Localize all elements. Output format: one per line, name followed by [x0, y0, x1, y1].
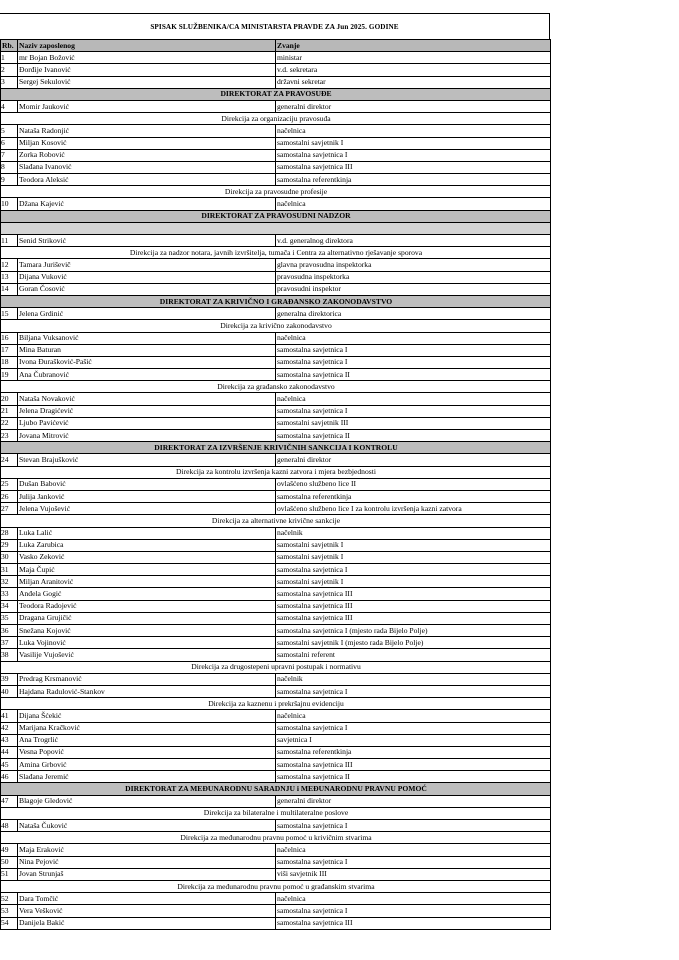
directorate-header-row	[1, 210, 551, 222]
cell-number: 25	[1, 478, 18, 490]
table-row	[1, 746, 551, 758]
cell-number: 34	[1, 600, 18, 612]
cell-employee-name: Jelena Dragićević	[18, 405, 276, 417]
cell-number: 32	[1, 576, 18, 588]
cell-job-title: načelnica	[276, 332, 551, 344]
cell-employee-name: Đorđije Ivanović	[18, 64, 276, 76]
division-header-row	[1, 698, 551, 710]
table-row	[1, 174, 551, 186]
cell-number: 12	[1, 259, 18, 271]
cell-job-title: samostalni savjetnik I (mjesto rada Bijelo Polje)	[276, 637, 551, 649]
division-header-row	[1, 880, 551, 892]
cell-number: 19	[1, 369, 18, 381]
division-name: Direkcija za krivično zakonodavstvo	[1, 320, 551, 332]
cell-number: 47	[1, 795, 18, 807]
cell-job-title: samostalna savjetnica III	[276, 759, 551, 771]
table-row	[1, 454, 551, 466]
cell-employee-name: Džana Kajević	[18, 198, 276, 210]
table-row	[1, 344, 551, 356]
directorate-name: DIREKTORAT ZA MEĐUNARODNU SARADNJU i MEĐUNARODNU PRAVNU POMOĆ	[1, 783, 551, 795]
division-name: Direkcija za alternativne krivične sankcije	[1, 515, 551, 527]
table-row	[1, 576, 551, 588]
division-header-row	[1, 113, 551, 125]
table-row	[1, 722, 551, 734]
directorate-name: DIREKTORAT ZA PRAVOSUĐE	[1, 88, 551, 100]
table-row	[1, 539, 551, 551]
column-header-name: Naziv zaposlenog	[18, 40, 276, 52]
cell-number: 49	[1, 844, 18, 856]
table-row	[1, 503, 551, 515]
cell-number: 51	[1, 868, 18, 880]
table-row	[1, 710, 551, 722]
cell-employee-name: Mina Baturan	[18, 344, 276, 356]
cell-employee-name: Teodora Aleksić	[18, 174, 276, 186]
employee-list-sheet	[0, 13, 550, 930]
cell-employee-name: Vesna Popović	[18, 746, 276, 758]
cell-job-title: generalni direktor	[276, 454, 551, 466]
cell-job-title: načelnik	[276, 673, 551, 685]
cell-number: 4	[1, 100, 18, 112]
table-row	[1, 771, 551, 783]
cell-job-title: samostalna savjetnica III	[276, 588, 551, 600]
cell-employee-name: Luka Lalić	[18, 527, 276, 539]
table-row	[1, 393, 551, 405]
table-row	[1, 161, 551, 173]
cell-number: 8	[1, 161, 18, 173]
division-header-row	[1, 381, 551, 393]
cell-employee-name: Jelena Grdinić	[18, 308, 276, 320]
table-row	[1, 551, 551, 563]
cell-employee-name: Dara Tomčić	[18, 893, 276, 905]
cell-number: 3	[1, 76, 18, 88]
table-row	[1, 308, 551, 320]
cell-job-title: samostalna savjetnica I	[276, 149, 551, 161]
cell-job-title: pravosudni inspektor	[276, 283, 551, 295]
cell-job-title: samostalna savjetnica I	[276, 856, 551, 868]
directorate-header-row	[1, 783, 551, 795]
cell-employee-name: Tamara Juriševič	[18, 259, 276, 271]
cell-job-title: načelnica	[276, 125, 551, 137]
cell-job-title: samostalna savjetnica I	[276, 564, 551, 576]
table-row	[1, 625, 551, 637]
division-name: Direkcija za bilateralne i multilateralne poslove	[1, 807, 551, 819]
cell-job-title: samostalna savjetnica II	[276, 369, 551, 381]
cell-number: 41	[1, 710, 18, 722]
blank-row	[1, 222, 551, 234]
table-row	[1, 283, 551, 295]
cell-employee-name: Luka Zarubica	[18, 539, 276, 551]
division-name: Direkcija za međunarodnu pravnu pomoć u građanskim stvarima	[1, 880, 551, 892]
cell-number: 44	[1, 746, 18, 758]
cell-employee-name: Maja Čupić	[18, 564, 276, 576]
table-row	[1, 649, 551, 661]
cell-number: 38	[1, 649, 18, 661]
cell-job-title: samostalna savjetnica II	[276, 430, 551, 442]
division-header-row	[1, 807, 551, 819]
table-row	[1, 137, 551, 149]
cell-job-title: samostalni savjetnik I	[276, 551, 551, 563]
cell-employee-name: mr Bojan Božović	[18, 52, 276, 64]
division-name: Direkcija za građansko zakonodavstvo	[1, 381, 551, 393]
cell-number: 33	[1, 588, 18, 600]
cell-employee-name: Snežana Kojović	[18, 625, 276, 637]
table-row	[1, 490, 551, 502]
cell-employee-name: Anđela Gogić	[18, 588, 276, 600]
cell-job-title: samostalni savjetnik I	[276, 137, 551, 149]
table-row	[1, 125, 551, 137]
cell-employee-name: Miljan Aranitović	[18, 576, 276, 588]
cell-number: 18	[1, 356, 18, 368]
table-row	[1, 868, 551, 880]
employee-table	[0, 39, 551, 930]
table-header-row	[1, 40, 551, 52]
table-row	[1, 893, 551, 905]
directorate-name: DIREKTORAT ZA PRAVOSUDNI NADZOR	[1, 210, 551, 222]
cell-employee-name: Danijela Bakić	[18, 917, 276, 929]
cell-job-title: samostalna savjetnica III	[276, 600, 551, 612]
cell-number: 36	[1, 625, 18, 637]
cell-job-title: načelnik	[276, 527, 551, 539]
cell-job-title: ministar	[276, 52, 551, 64]
table-row	[1, 271, 551, 283]
directorate-header-row	[1, 442, 551, 454]
division-name: Direkcija za međunarodnu pravnu pomoć u krivičnim stvarima	[1, 832, 551, 844]
cell-number: 22	[1, 417, 18, 429]
cell-employee-name: Goran Čosović	[18, 283, 276, 295]
cell-job-title: državni sekretar	[276, 76, 551, 88]
cell-employee-name: Blagoje Gledović	[18, 795, 276, 807]
cell-job-title: samostalni savjetnik I	[276, 539, 551, 551]
cell-number: 7	[1, 149, 18, 161]
cell-employee-name: Vasilije Vujošević	[18, 649, 276, 661]
table-row	[1, 820, 551, 832]
cell-number: 45	[1, 759, 18, 771]
table-row	[1, 332, 551, 344]
cell-employee-name: Dragana Grujičić	[18, 612, 276, 624]
table-row	[1, 149, 551, 161]
cell-job-title: samostalna savjetnica I	[276, 820, 551, 832]
cell-employee-name: Ivona Đurašković-Pašić	[18, 356, 276, 368]
cell-employee-name: Miljan Kosović	[18, 137, 276, 149]
division-header-row	[1, 186, 551, 198]
cell-number: 9	[1, 174, 18, 186]
cell-job-title: generalni direktor	[276, 795, 551, 807]
division-name: Direkcija za pravosudne profesije	[1, 186, 551, 198]
table-row	[1, 259, 551, 271]
cell-number: 13	[1, 271, 18, 283]
table-row	[1, 527, 551, 539]
table-row	[1, 52, 551, 64]
cell-number: 15	[1, 308, 18, 320]
cell-number: 23	[1, 430, 18, 442]
cell-number: 39	[1, 673, 18, 685]
cell-employee-name: Jovan Strunjaš	[18, 868, 276, 880]
column-header-number: Rb.	[1, 40, 18, 52]
blank-cell	[1, 222, 551, 234]
cell-employee-name: Ana Čubranović	[18, 369, 276, 381]
table-row	[1, 905, 551, 917]
cell-employee-name: Ljubo Pavićević	[18, 417, 276, 429]
division-name: Direkcija za kontrolu izvršenja kazni zatvora i mjera bezbjednosti	[1, 466, 551, 478]
cell-employee-name: Ana Trogrlić	[18, 734, 276, 746]
document-title: SPISAK SLUŽBENIKA/CA MINISTARSTA PRAVDE ZA Jun 2025. GODINE	[0, 13, 550, 39]
cell-employee-name: Nataša Čuković	[18, 820, 276, 832]
cell-number: 30	[1, 551, 18, 563]
cell-number: 20	[1, 393, 18, 405]
division-header-row	[1, 320, 551, 332]
cell-employee-name: Nataša Novaković	[18, 393, 276, 405]
cell-employee-name: Nataša Radonjić	[18, 125, 276, 137]
table-row	[1, 759, 551, 771]
cell-job-title: načelnica	[276, 844, 551, 856]
cell-job-title: generalna direktorica	[276, 308, 551, 320]
cell-job-title: samostalna referentkinja	[276, 746, 551, 758]
cell-employee-name: Predrag Krsmanović	[18, 673, 276, 685]
cell-job-title: savjetnica I	[276, 734, 551, 746]
cell-job-title: načelnica	[276, 393, 551, 405]
directorate-name: DIREKTORAT ZA KRIVIČNO I GRAĐANSKO ZAKONODAVSTVO	[1, 295, 551, 307]
cell-employee-name: Biljana Vuksanović	[18, 332, 276, 344]
cell-job-title: načelnica	[276, 893, 551, 905]
cell-number: 52	[1, 893, 18, 905]
cell-number: 26	[1, 490, 18, 502]
cell-employee-name: Sergej Sekulović	[18, 76, 276, 88]
cell-job-title: samostalna savjetnica III	[276, 917, 551, 929]
cell-number: 17	[1, 344, 18, 356]
cell-employee-name: Marijana Kračković	[18, 722, 276, 734]
cell-employee-name: Vasko Zeković	[18, 551, 276, 563]
cell-job-title: samostalni savjetnik III	[276, 417, 551, 429]
cell-number: 31	[1, 564, 18, 576]
cell-employee-name: Nina Pejović	[18, 856, 276, 868]
cell-number: 42	[1, 722, 18, 734]
cell-employee-name: Jovana Mitrović	[18, 430, 276, 442]
cell-job-title: samostalna savjetnica I	[276, 344, 551, 356]
cell-number: 14	[1, 283, 18, 295]
cell-number: 1	[1, 52, 18, 64]
cell-number: 43	[1, 734, 18, 746]
cell-number: 35	[1, 612, 18, 624]
table-row	[1, 564, 551, 576]
cell-employee-name: Luka Vojinović	[18, 637, 276, 649]
cell-number: 21	[1, 405, 18, 417]
cell-number: 28	[1, 527, 18, 539]
cell-employee-name: Hajdana Radulović-Stankov	[18, 685, 276, 697]
cell-employee-name: Stevan Brajušković	[18, 454, 276, 466]
division-header-row	[1, 247, 551, 259]
cell-number: 54	[1, 917, 18, 929]
table-row	[1, 600, 551, 612]
cell-job-title: načelnica	[276, 710, 551, 722]
table-row	[1, 637, 551, 649]
cell-employee-name: Teodora Radojević	[18, 600, 276, 612]
cell-job-title: samostalna savjetnica I	[276, 905, 551, 917]
table-row	[1, 64, 551, 76]
cell-number: 40	[1, 685, 18, 697]
cell-job-title: samostalni referent	[276, 649, 551, 661]
cell-job-title: viši savjetnik III	[276, 868, 551, 880]
cell-employee-name: Amina Grbović	[18, 759, 276, 771]
table-row	[1, 405, 551, 417]
cell-job-title: samostalna savjetnica I	[276, 685, 551, 697]
cell-number: 2	[1, 64, 18, 76]
directorate-name: DIREKTORAT ZA IZVRŠENJE KRIVIČNIH SANKCIJA I KONTROLU	[1, 442, 551, 454]
division-name: Direkcija za kaznenu i prekršajnu evidenciju	[1, 698, 551, 710]
table-row	[1, 856, 551, 868]
cell-job-title: načelnica	[276, 198, 551, 210]
division-header-row	[1, 832, 551, 844]
cell-number: 48	[1, 820, 18, 832]
table-row	[1, 356, 551, 368]
cell-employee-name: Momir Jauković	[18, 100, 276, 112]
cell-employee-name: Dijana Šćekić	[18, 710, 276, 722]
table-row	[1, 673, 551, 685]
table-row	[1, 588, 551, 600]
table-row	[1, 478, 551, 490]
cell-job-title: samostalni savjetnik I	[276, 576, 551, 588]
cell-number: 27	[1, 503, 18, 515]
table-row	[1, 795, 551, 807]
cell-job-title: samostalna savjetnica I	[276, 356, 551, 368]
cell-employee-name: Slađana Ivanović	[18, 161, 276, 173]
table-row	[1, 369, 551, 381]
division-name: Direkcija za nadzor notara, javnih izvršitelja, tumača i Centra za alternativno rješavanje sporova	[1, 247, 551, 259]
cell-number: 5	[1, 125, 18, 137]
cell-job-title: pravosudna inspektorka	[276, 271, 551, 283]
table-row	[1, 430, 551, 442]
cell-employee-name: Zorka Robović	[18, 149, 276, 161]
cell-job-title: samostalna referentkinja	[276, 174, 551, 186]
cell-number: 53	[1, 905, 18, 917]
cell-number: 24	[1, 454, 18, 466]
table-row	[1, 734, 551, 746]
cell-job-title: samostalna savjetnica II	[276, 771, 551, 783]
table-row	[1, 612, 551, 624]
division-header-row	[1, 466, 551, 478]
directorate-header-row	[1, 295, 551, 307]
cell-employee-name: Dijana Vuković	[18, 271, 276, 283]
cell-number: 6	[1, 137, 18, 149]
cell-employee-name: Slađana Jeremić	[18, 771, 276, 783]
cell-number: 50	[1, 856, 18, 868]
division-name: Direkcija za organizaciju pravosuđa	[1, 113, 551, 125]
cell-number: 37	[1, 637, 18, 649]
cell-job-title: samostalna savjetnica III	[276, 612, 551, 624]
cell-number: 10	[1, 198, 18, 210]
table-row	[1, 417, 551, 429]
cell-job-title: v.d. sekretara	[276, 64, 551, 76]
column-header-title: Zvanje	[276, 40, 551, 52]
division-header-row	[1, 661, 551, 673]
cell-job-title: samostalna savjetnica III	[276, 161, 551, 173]
cell-employee-name: Dušan Babović	[18, 478, 276, 490]
cell-job-title: samostalna referentkinja	[276, 490, 551, 502]
cell-job-title: generalni direktor	[276, 100, 551, 112]
division-header-row	[1, 515, 551, 527]
cell-job-title: samostalna savjetnica I	[276, 405, 551, 417]
cell-employee-name: Senid Striković	[18, 235, 276, 247]
table-row	[1, 100, 551, 112]
cell-number: 46	[1, 771, 18, 783]
table-row	[1, 685, 551, 697]
cell-number: 16	[1, 332, 18, 344]
cell-employee-name: Maja Eraković	[18, 844, 276, 856]
table-row	[1, 235, 551, 247]
division-name: Direkcija za drugostepeni upravni postupak i normativu	[1, 661, 551, 673]
directorate-header-row	[1, 88, 551, 100]
table-row	[1, 844, 551, 856]
cell-employee-name: Julija Janković	[18, 490, 276, 502]
table-row	[1, 198, 551, 210]
cell-job-title: ovlašćeno službeno lice I za kontrolu izvršenja kazni zatvora	[276, 503, 551, 515]
table-row	[1, 917, 551, 929]
cell-job-title: v.d. generalnog direktora	[276, 235, 551, 247]
cell-employee-name: Jelena Vujošević	[18, 503, 276, 515]
cell-job-title: ovlašćeno službeno lice II	[276, 478, 551, 490]
cell-number: 29	[1, 539, 18, 551]
table-row	[1, 76, 551, 88]
cell-job-title: samostalna savjetnica I (mjesto rada Bijelo Polje)	[276, 625, 551, 637]
cell-job-title: glavna pravosudna inspektorka	[276, 259, 551, 271]
cell-employee-name: Vera Vešković	[18, 905, 276, 917]
cell-job-title: samostalna savjetnica I	[276, 722, 551, 734]
cell-number: 11	[1, 235, 18, 247]
